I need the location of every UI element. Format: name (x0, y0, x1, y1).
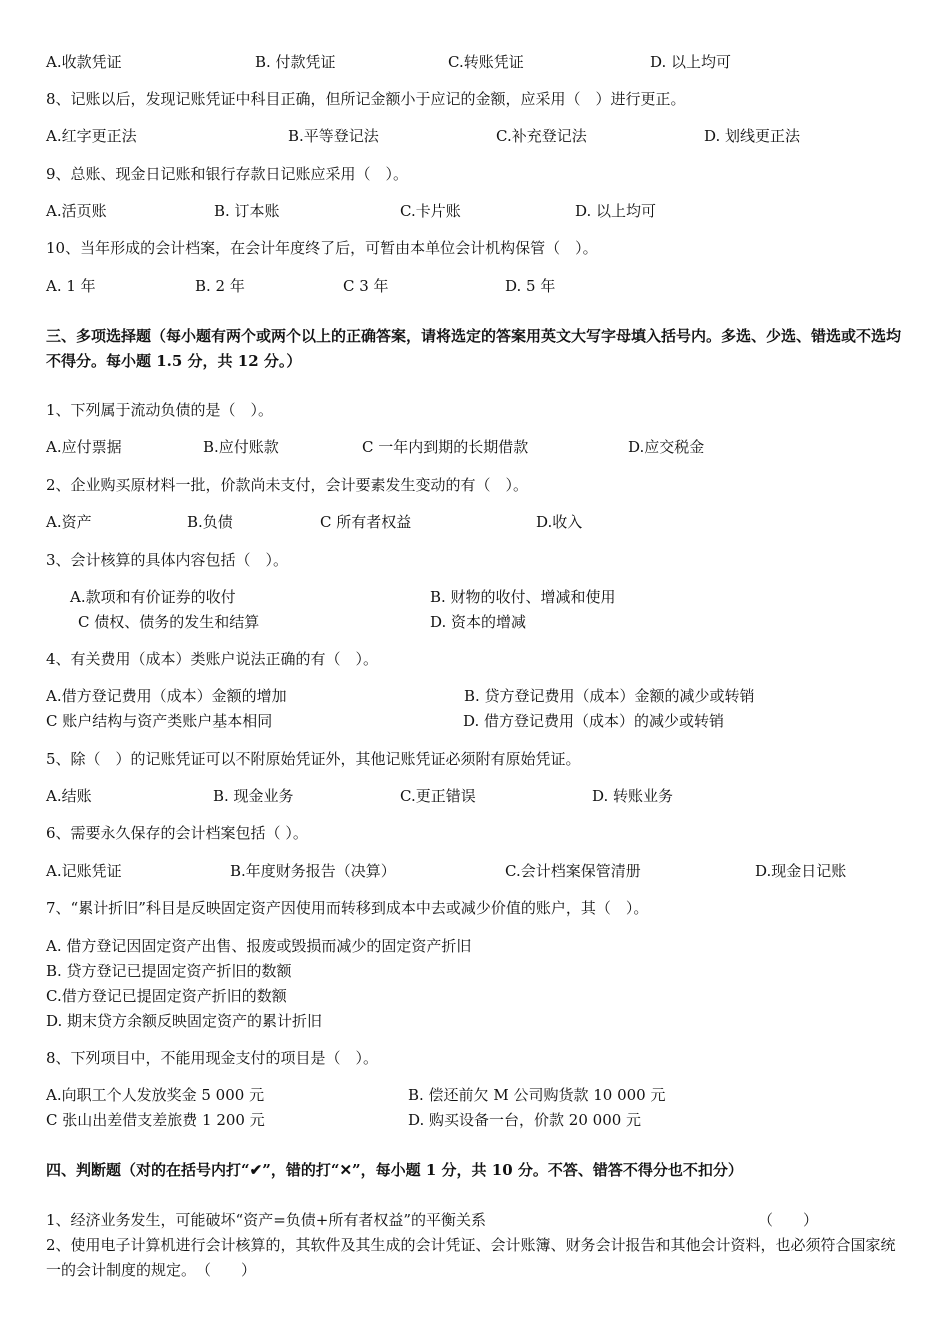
q7-option-a: A.收款凭证 (46, 53, 122, 71)
q9-option-b: B. 订本账 (214, 202, 280, 220)
q9-option-a: A.活页账 (46, 202, 107, 220)
s3-q7-option-d: D. 期末贷方余额反映固定资产的累计折旧 (46, 1012, 323, 1030)
s3-q3-option-a: A.款项和有价证券的收付 (70, 588, 236, 606)
q8-option-d: D. 划线更正法 (704, 127, 801, 145)
q10-option-a: A. 1 年 (46, 277, 96, 295)
q8-text: 8、记账以后，发现记账凭证中科目正确，但所记金额小于应记的金额，应采用（ ）进行更正。 (46, 90, 686, 108)
q9-option-c: C.卡片账 (400, 202, 461, 220)
q8-option-c: C.补充登记法 (496, 127, 587, 145)
q10-text: 10、当年形成的会计档案，在会计年度终了后，可暂由本单位会计机构保管（ ）。 (46, 239, 598, 257)
s4-item1-text: 1、经济业务发生，可能破坏“资产=负债+所有者权益”的平衡关系 (46, 1211, 487, 1229)
s3-q4-option-d: D. 借方登记费用（成本）的减少或转销 (463, 712, 725, 730)
q7-option-b: B. 付款凭证 (255, 53, 336, 71)
q8-option-b: B.平等登记法 (288, 127, 379, 145)
s3-q5-text: 5、除（ ）的记账凭证可以不附原始凭证外，其他记账凭证必须附有原始凭证。 (46, 750, 581, 768)
s3-q7-option-c: C.借方登记已提固定资产折旧的数额 (46, 987, 287, 1005)
s3-q3-option-d: D. 资本的增减 (430, 613, 527, 631)
s3-q2-option-a: A.资产 (46, 513, 92, 531)
s3-q5-option-a: A.结账 (46, 787, 92, 805)
q10-option-b: B. 2 年 (195, 277, 245, 295)
s3-q7-text: 7、“累计折旧”科目是反映固定资产因使用而转移到成本中去或减少价值的账户，其（ ）。 (46, 899, 649, 917)
s3-q3-option-c: C 债权、债务的发生和结算 (78, 613, 260, 631)
s3-q6-text: 6、需要永久保存的会计档案包括（ ）。 (46, 824, 308, 842)
s3-q5-option-b: B. 现金业务 (213, 787, 294, 805)
s4-item1-blank[interactable]: （ ） (758, 1211, 819, 1229)
s3-q2-option-c: C 所有者权益 (320, 513, 412, 531)
s3-q4-option-a: A.借方登记费用（成本）金额的增加 (46, 687, 287, 705)
s3-q7-option-a: A. 借方登记因固定资产出售、报废或毁损而减少的固定资产折旧 (46, 937, 472, 955)
section3-title: 三、多项选择题（每小题有两个或两个以上的正确答案，请将选定的答案用英文大写字母填入括号内。多选、少选、错选或不选均不得分。每小题 1.5 分，共 12 分。） (46, 327, 902, 370)
s3-q2-text: 2、企业购买原材料一批，价款尚未支付，会计要素发生变动的有（ ）。 (46, 476, 529, 494)
q7-option-c: C.转账凭证 (448, 53, 524, 71)
q7-option-d: D. 以上均可 (650, 53, 732, 71)
s3-q6-option-c: C.会计档案保管清册 (505, 862, 641, 880)
s3-q7-option-b: B. 贷方登记已提固定资产折旧的数额 (46, 962, 292, 980)
q9-option-d: D. 以上均可 (575, 202, 657, 220)
s3-q8-option-a: A.向职工个人发放奖金 5 000 元 (46, 1086, 265, 1104)
s3-q4-option-b: B. 贷方登记费用（成本）金额的减少或转销 (464, 687, 755, 705)
s3-q8-option-c: C 张山出差借支差旅费 1 200 元 (46, 1111, 265, 1129)
s3-q6-option-a: A.记账凭证 (46, 862, 122, 880)
s3-q8-option-b: B. 偿还前欠 M 公司购货款 10 000 元 (408, 1086, 666, 1104)
s3-q4-text: 4、有关费用（成本）类账户说法正确的有（ ）。 (46, 650, 379, 668)
s3-q3-option-b: B. 财物的收付、增减和使用 (430, 588, 616, 606)
s3-q3-text: 3、会计核算的具体内容包括（ ）。 (46, 551, 289, 569)
s3-q1-option-b: B.应付账款 (203, 438, 279, 456)
s4-item2-text: 2、使用电子计算机进行会计核算的，其软件及其生成的会计凭证、会计账簿、财务会计报告和其他会计资料，也必须符合国家统一的会计制度的规定。 （ ） (46, 1236, 896, 1279)
section4-title: 四、判断题（对的在括号内打“✔”，错的打“✕”，每小题 1 分，共 10 分。不答、错答不得分也不扣分） (46, 1161, 743, 1179)
s3-q6-option-d: D.现金日记账 (755, 862, 847, 880)
s3-q8-option-d: D. 购买设备一台，价款 20 000 元 (408, 1111, 642, 1129)
s3-q4-option-c: C 账户结构与资产类账户基本相同 (46, 712, 273, 730)
q10-option-d: D. 5 年 (505, 277, 556, 295)
s3-q5-option-c: C.更正错误 (400, 787, 476, 805)
s3-q2-option-b: B.负债 (187, 513, 233, 531)
s3-q1-text: 1、下列属于流动负债的是（ ）。 (46, 401, 274, 419)
s3-q5-option-d: D. 转账业务 (592, 787, 674, 805)
s3-q1-option-c: C 一年内到期的长期借款 (362, 438, 529, 456)
q10-option-c: C 3 年 (343, 277, 389, 295)
s3-q8-text: 8、下列项目中，不能用现金支付的项目是（ ）。 (46, 1049, 379, 1067)
q9-text: 9、总账、现金日记账和银行存款日记账应采用（ ）。 (46, 165, 409, 183)
s3-q6-option-b: B.年度财务报告（决算） (230, 862, 396, 880)
s3-q2-option-d: D.收入 (536, 513, 583, 531)
q8-option-a: A.红字更正法 (46, 127, 137, 145)
s3-q1-option-a: A.应付票据 (46, 438, 122, 456)
s3-q1-option-d: D.应交税金 (628, 438, 705, 456)
